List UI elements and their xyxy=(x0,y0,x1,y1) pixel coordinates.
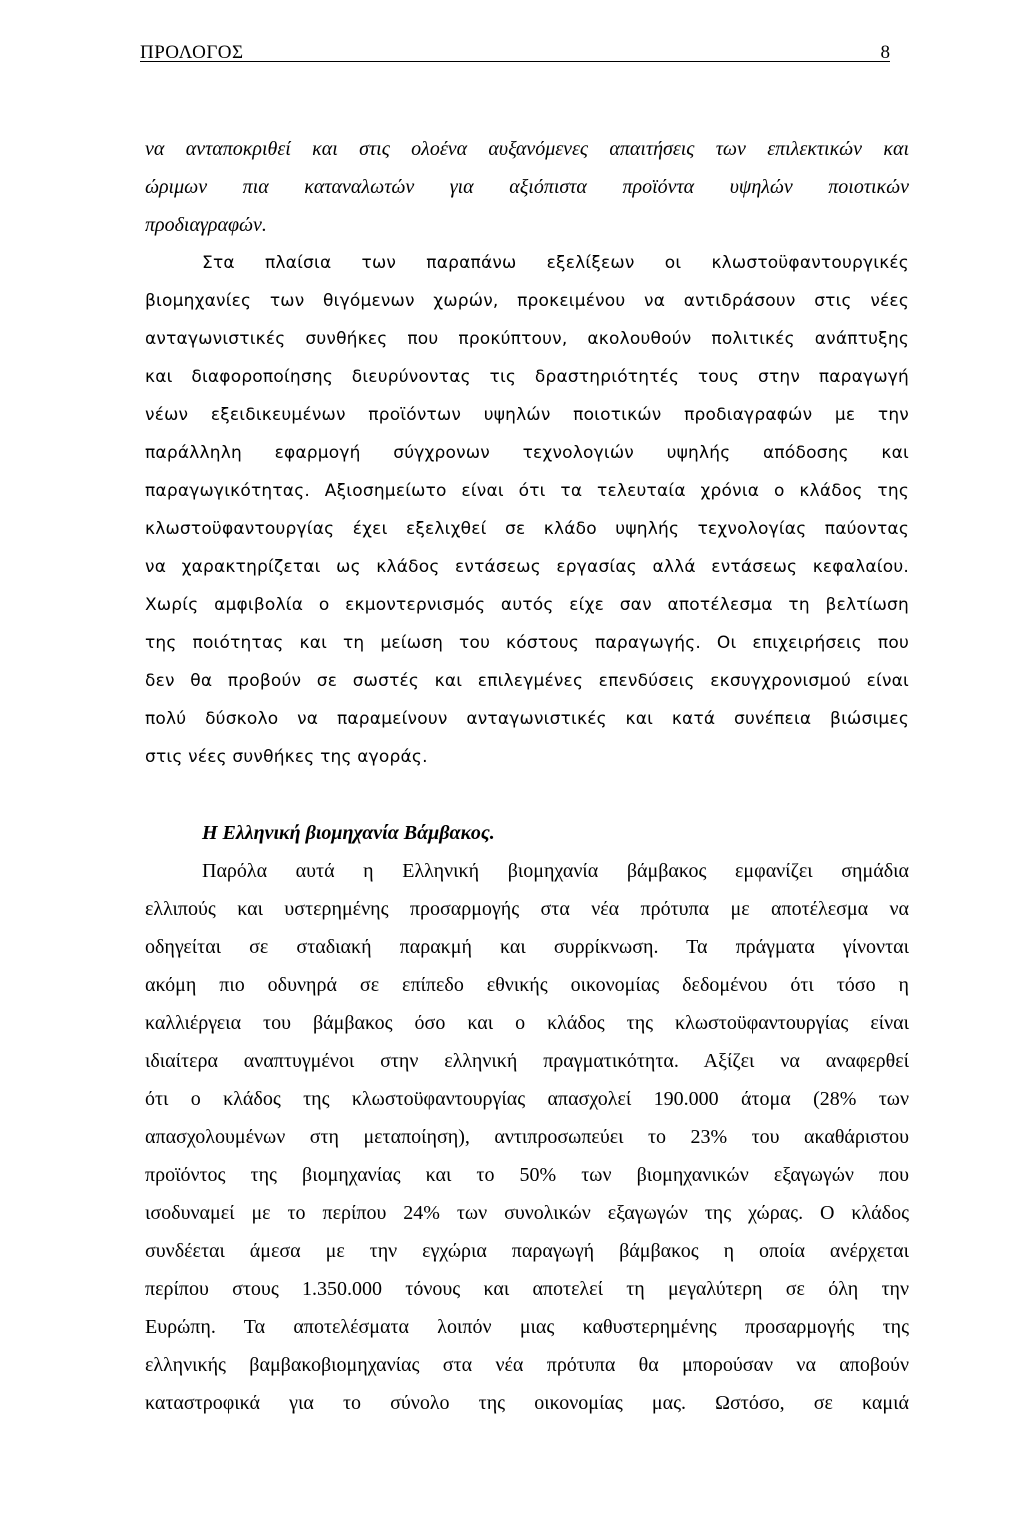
paragraph-cotton-industry xyxy=(145,852,909,1422)
text-line: προϊόντος της βιομηχανίας και το 50% των βιομηχανικών εξαγωγών που xyxy=(145,1164,909,1186)
text-line: παράλληλη εφαρμογή σύγχρονων τεχνολογιών υψηλής απόδοσης και xyxy=(145,443,909,463)
text-line: στις νέες συνθήκες της αγοράς. xyxy=(145,747,428,767)
chapter-title: ΠΡΟΛΟΓΟΣ xyxy=(140,42,244,63)
paragraph-developments xyxy=(145,244,909,776)
header-rule xyxy=(140,61,890,62)
text-line: δεν θα προβούν σε σωστές και επιλεγμένες επενδύσεις εκσυγχρονισμού είναι xyxy=(145,671,909,691)
text-line: παραγωγικότητας. Αξιοσημείωτο είναι ότι τα τελευταία χρόνια ο κλάδος της xyxy=(145,481,909,501)
text-line: ανταγωνιστικές συνθήκες που προκύπτουν, ακολουθούν πολιτικές ανάπτυξης xyxy=(145,329,909,349)
text-line: Παρόλα αυτά η Ελληνική βιομηχανία βάμβακος εμφανίζει σημάδια xyxy=(202,860,909,882)
section-heading: Η Ελληνική βιομηχανία Βάμβακος. xyxy=(202,822,495,844)
page-header xyxy=(140,42,890,64)
paragraph-gap xyxy=(145,776,909,814)
text-line: συνδέεται άμεσα με την εγχώρια παραγωγή βάμβακος η οποία ανέρχεται xyxy=(145,1240,909,1262)
text-line: να χαρακτηρίζεται ως κλάδος εντάσεως εργασίας αλλά εντάσεως κεφαλαίου. xyxy=(145,557,909,577)
text-line: καταστροφικά για το σύνολο της οικονομίας μας. Ωστόσο, σε καμιά xyxy=(145,1392,909,1414)
text-line: ελλιπούς και υστερημένης προσαρμογής στα νέα πρότυπα με αποτέλεσμα να xyxy=(145,898,909,920)
text-line: να ανταποκριθεί και στις ολοένα αυξανόμενες απαιτήσεις των επιλεκτικών και xyxy=(145,138,909,160)
text-line: ότι ο κλάδος της κλωστοϋφαντουργίας απασχολεί 190.000 άτομα (28% των xyxy=(145,1088,909,1110)
text-line: Στα πλαίσια των παραπάνω εξελίξεων οι κλωστοϋφαντουργικές xyxy=(202,253,909,273)
text-line: της ποιότητας και τη μείωση του κόστους παραγωγής. Οι επιχειρήσεις που xyxy=(145,633,909,653)
text-line: και διαφοροποίησης διευρύνοντας τις δραστηριότητές τους στην παραγωγή xyxy=(145,367,909,387)
text-line: περίπου στους 1.350.000 τόνους και αποτελεί τη μεγαλύτερη σε όλη την xyxy=(145,1278,909,1300)
page-number: 8 xyxy=(880,42,890,63)
text-line: Ευρώπη. Τα αποτελέσματα λοιπόν μιας καθυστερημένης προσαρμογής της xyxy=(145,1316,909,1338)
text-line: προδιαγραφών. xyxy=(145,214,267,236)
text-line: απασχολουμένων στη μεταποίηση), αντιπροσωπεύει το 23% του ακαθάριστου xyxy=(145,1126,909,1148)
text-line: ακόμη πιο οδυνηρά σε επίπεδο εθνικής οικονομίας δεδομένου ότι τόσο η xyxy=(145,974,909,996)
text-line: ελληνικής βαμβακοβιομηχανίας στα νέα πρότυπα θα μπορούσαν να αποβούν xyxy=(145,1354,909,1376)
text-line: ώριμων πια καταναλωτών για αξιόπιστα προϊόντα υψηλών ποιοτικών xyxy=(145,176,909,198)
text-line: κλωστοϋφαντουργίας έχει εξελιχθεί σε κλάδο υψηλής τεχνολογίας παύοντας xyxy=(145,519,909,539)
text-line: ιδιαίτερα αναπτυγμένοι στην ελληνική πραγματικότητα. Αξίζει να αναφερθεί xyxy=(145,1050,909,1072)
text-line: καλλιέργεια του βάμβακος όσο και ο κλάδος της κλωστοϋφαντουργίας είναι xyxy=(145,1012,909,1034)
text-line: ισοδυναμεί με το περίπου 24% των συνολικών εξαγωγών της χώρας. Ο κλάδος xyxy=(145,1202,909,1224)
text-line: οδηγείται σε σταδιακή παρακμή και συρρίκνωση. Τα πράγματα γίνονται xyxy=(145,936,909,958)
page-body xyxy=(145,130,909,1422)
text-line: Χωρίς αμφιβολία ο εκμοντερνισμός αυτός είχε σαν αποτέλεσμα τη βελτίωση xyxy=(145,595,909,615)
text-line: βιομηχανίες των θιγόμενων χωρών, προκειμένου να αντιδράσουν στις νέες xyxy=(145,291,909,311)
text-line: πολύ δύσκολο να παραμείνουν ανταγωνιστικές και κατά συνέπεια βιώσιμες xyxy=(145,709,909,729)
paragraph-intro xyxy=(145,130,909,244)
text-line: νέων εξειδικευμένων προϊόντων υψηλών ποιοτικών προδιαγραφών με την xyxy=(145,405,909,425)
